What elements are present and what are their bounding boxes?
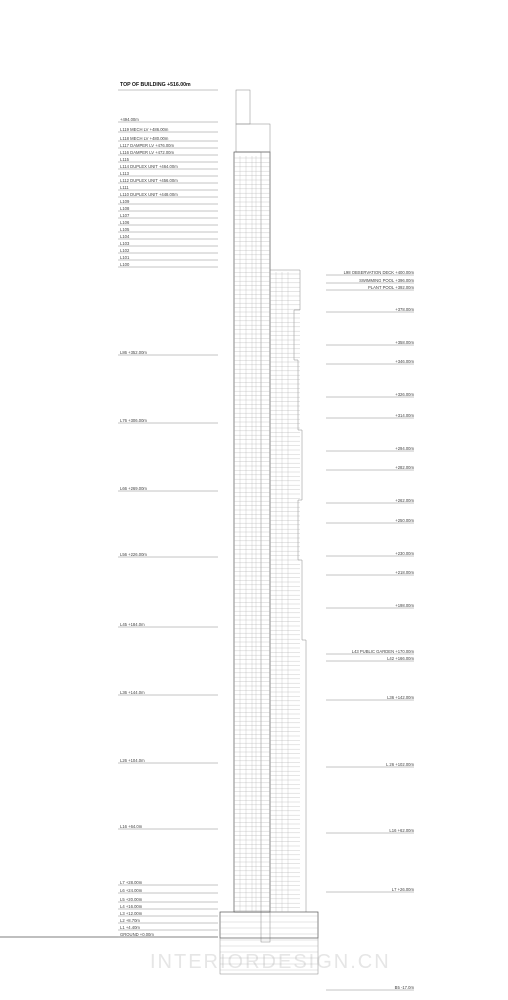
left-level-label: L2 +8.70m	[120, 917, 140, 923]
left-level-label: L115	[120, 156, 130, 162]
right-level-label: +250.00m	[395, 517, 414, 523]
right-level-label: +218.00m	[395, 569, 414, 575]
floor-lines	[220, 156, 318, 970]
left-level-label: L103	[120, 240, 130, 246]
left-level-label: L113	[120, 170, 130, 176]
left-level-label: L36 +144.0m	[120, 689, 145, 695]
right-level-label: +358.00m	[395, 339, 414, 345]
right-level-label: +262.00m	[395, 497, 414, 503]
right-level-label: L42 +166.00m	[387, 655, 414, 661]
left-level-label: L112 DUPLEX UNIT +456.00m	[120, 177, 178, 183]
left-level-label: L104	[120, 233, 130, 239]
right-level-label: +346.00m	[395, 358, 414, 364]
left-level-label: L100	[120, 261, 130, 267]
left-level-label: +494.00m	[120, 116, 139, 122]
left-level-label: L56 +226.00m	[120, 551, 147, 557]
left-level-label: L107	[120, 212, 130, 218]
right-level-label: +230.00m	[395, 550, 414, 556]
right-level-label: SWIMMING POOL +396.00m	[359, 277, 414, 283]
right-level-label: +326.00m	[395, 391, 414, 397]
left-level-label: L105	[120, 226, 130, 232]
right-level-labels	[326, 270, 415, 990]
spire	[236, 90, 250, 124]
left-level-label: L111	[120, 184, 129, 190]
right-level-label: L43 PUBLIC GARDEN +170.00m	[351, 648, 414, 654]
left-level-label: L16 +64.0m	[120, 823, 143, 829]
left-level-label: GROUND +0.00m	[120, 931, 154, 937]
right-level-label: +294.00m	[395, 445, 414, 451]
left-level-label: L3 +12.00m	[120, 910, 143, 916]
left-level-labels	[118, 117, 218, 937]
right-level-label: +314.00m	[395, 412, 414, 418]
left-level-label: L108	[120, 205, 130, 211]
left-level-label: L26 +104.0m	[120, 757, 145, 763]
left-level-label: L114 DUPLEX UNIT +464.00m	[120, 163, 178, 169]
left-level-label: L102	[120, 247, 130, 253]
left-level-label: L86 +352.00m	[120, 349, 147, 355]
top-of-building-label: TOP OF BUILDING +516.00m	[120, 82, 191, 88]
right-level-label: L 26 +102.00m	[386, 761, 414, 767]
right-level-label: L98 OBSERVATION DECK +400.00m	[343, 269, 414, 275]
core	[261, 152, 270, 942]
left-level-label: L119 MECH LV +486.00m	[120, 126, 169, 132]
left-level-label: L4 +16.00m	[120, 903, 143, 909]
left-level-label: L106	[120, 219, 130, 225]
right-level-label: +198.00m	[395, 602, 414, 608]
right-level-label: L16 +62.00m	[389, 827, 414, 833]
left-level-label: L117 DAMPER LV +476.00m	[120, 142, 174, 148]
left-level-label: L45 +184.0m	[120, 621, 145, 627]
right-level-label: +378.00m	[395, 306, 414, 312]
left-level-label: L5 +20.00m	[120, 896, 143, 902]
right-level-label: B5 -17.0m	[394, 984, 414, 990]
left-level-label: L110 DUPLEX UNIT +448.00m	[120, 191, 178, 197]
right-level-label: L36 +142.00m	[387, 694, 414, 700]
right-level-label: L7 +26.00m	[391, 886, 414, 892]
left-level-label: L66 +269.00m	[120, 485, 147, 491]
right-level-label: PLANT POOL +392.00m	[368, 284, 414, 290]
left-level-label: L118 MECH LV +480.00m	[120, 135, 169, 141]
right-level-label: +282.00m	[395, 464, 414, 470]
left-level-label: L116 DAMPER LV +472.00m	[120, 149, 174, 155]
left-level-label: L101	[120, 254, 130, 260]
left-level-label: L76 +306.00m	[120, 417, 147, 423]
watermark: INTERIORDESIGN.CN	[150, 951, 391, 973]
left-level-label: L6 +24.00m	[120, 887, 143, 893]
left-level-label: L7 +28.00m	[120, 879, 143, 885]
left-level-label: L1 +4.40m	[120, 924, 140, 930]
left-level-label: L109	[120, 198, 130, 204]
crown	[236, 124, 270, 152]
